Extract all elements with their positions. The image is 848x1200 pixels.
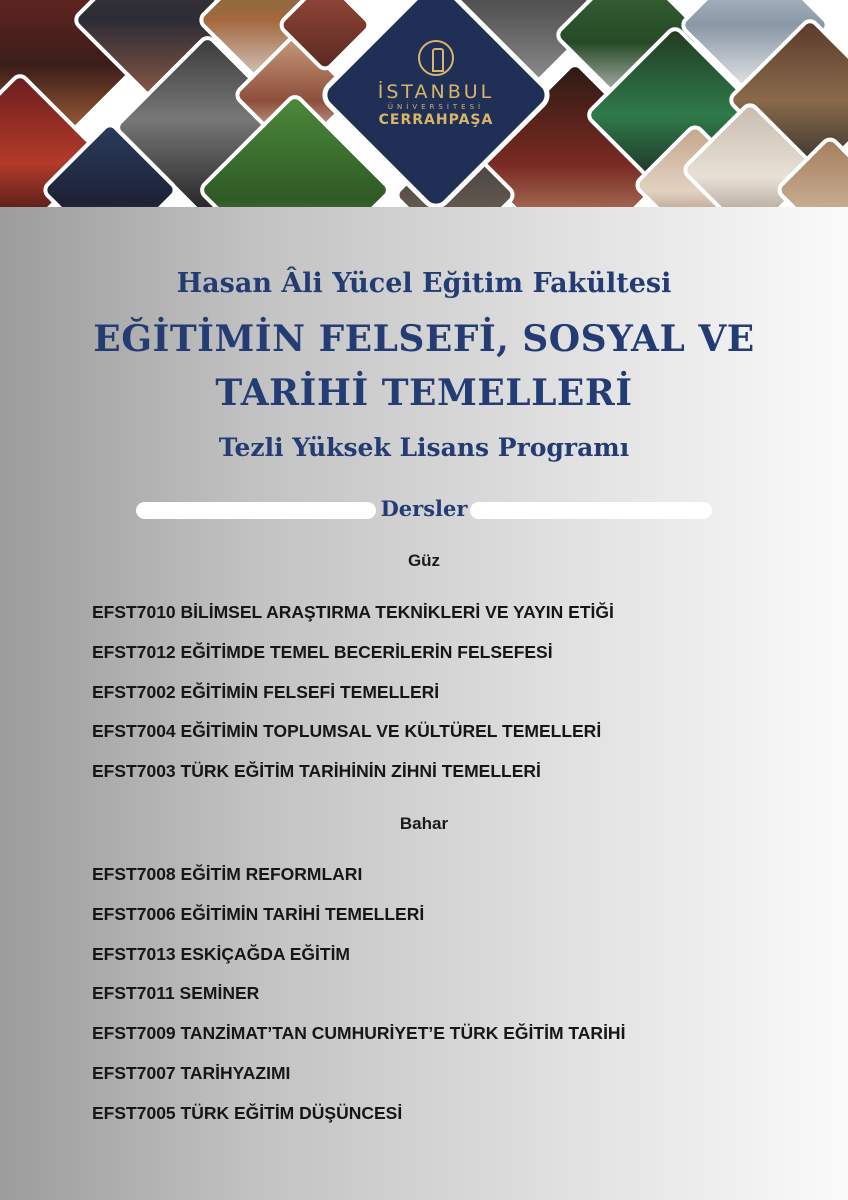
- course-item: EFST7009 TANZİMAT’TAN CUMHURİYET’E TÜRK EĞİTİM TARİHİ: [92, 1023, 626, 1044]
- degree-subtitle: Tezli Yüksek Lisans Programı: [218, 433, 630, 462]
- course-item: EFST7004 EĞİTİMİN TOPLUMSAL VE KÜLTÜREL TEMELLERİ: [92, 721, 602, 742]
- courses-heading: Dersler: [380, 496, 468, 521]
- divider-bar-right: [470, 502, 712, 519]
- photo-collage-banner: [0, 0, 848, 207]
- fall-course-list: [92, 602, 614, 801]
- course-item: EFST7008 EĞİTİM REFORMLARI: [92, 864, 363, 884]
- program-title-line-1: EĞİTİMİN FELSEFİ, SOSYAL VE: [93, 318, 755, 360]
- program-title-line-2: TARİHİ TEMELLERİ: [215, 372, 633, 414]
- divider-bar-left: [136, 502, 376, 519]
- course-item: EFST7011 SEMİNER: [92, 983, 260, 1004]
- university-logo: [346, 40, 526, 150]
- logo-text-cerrahpasa: CERRAHPAŞA: [378, 112, 494, 128]
- university-seal-icon: [418, 40, 454, 76]
- spring-term-label: Bahar: [399, 814, 449, 833]
- course-item: EFST7006 EĞİTİMİN TARİHİ TEMELLERİ: [92, 903, 425, 924]
- course-item: EFST7007 TARİHYAZIMI: [92, 1062, 291, 1083]
- faculty-title: Hasan Âli Yücel Eğitim Fakültesi: [176, 268, 672, 299]
- spring-course-list: [92, 864, 625, 1143]
- course-item: EFST7013 ESKİÇAĞDA EĞİTİM: [92, 943, 351, 964]
- course-item: EFST7012 EĞİTİMDE TEMEL BECERİLERİN FELSEFESİ: [92, 641, 553, 662]
- course-item: EFST7010 BİLİMSEL ARAŞTIRMA TEKNİKLERİ VE YAYIN ETİĞİ: [92, 602, 614, 622]
- fall-term-label: Güz: [407, 551, 441, 570]
- course-item: EFST7002 EĞİTİMİN FELSEFİ TEMELLERİ: [92, 681, 440, 702]
- logo-text-universitesi: ÜNİVERSİTESİ: [387, 103, 485, 111]
- logo-text-istanbul: İSTANBUL: [377, 81, 495, 103]
- course-item: EFST7003 TÜRK EĞİTİM TARİHİNİN ZİHNİ TEMELLERİ: [92, 761, 541, 782]
- course-item: EFST7005 TÜRK EĞİTİM DÜŞÜNCESİ: [92, 1102, 403, 1123]
